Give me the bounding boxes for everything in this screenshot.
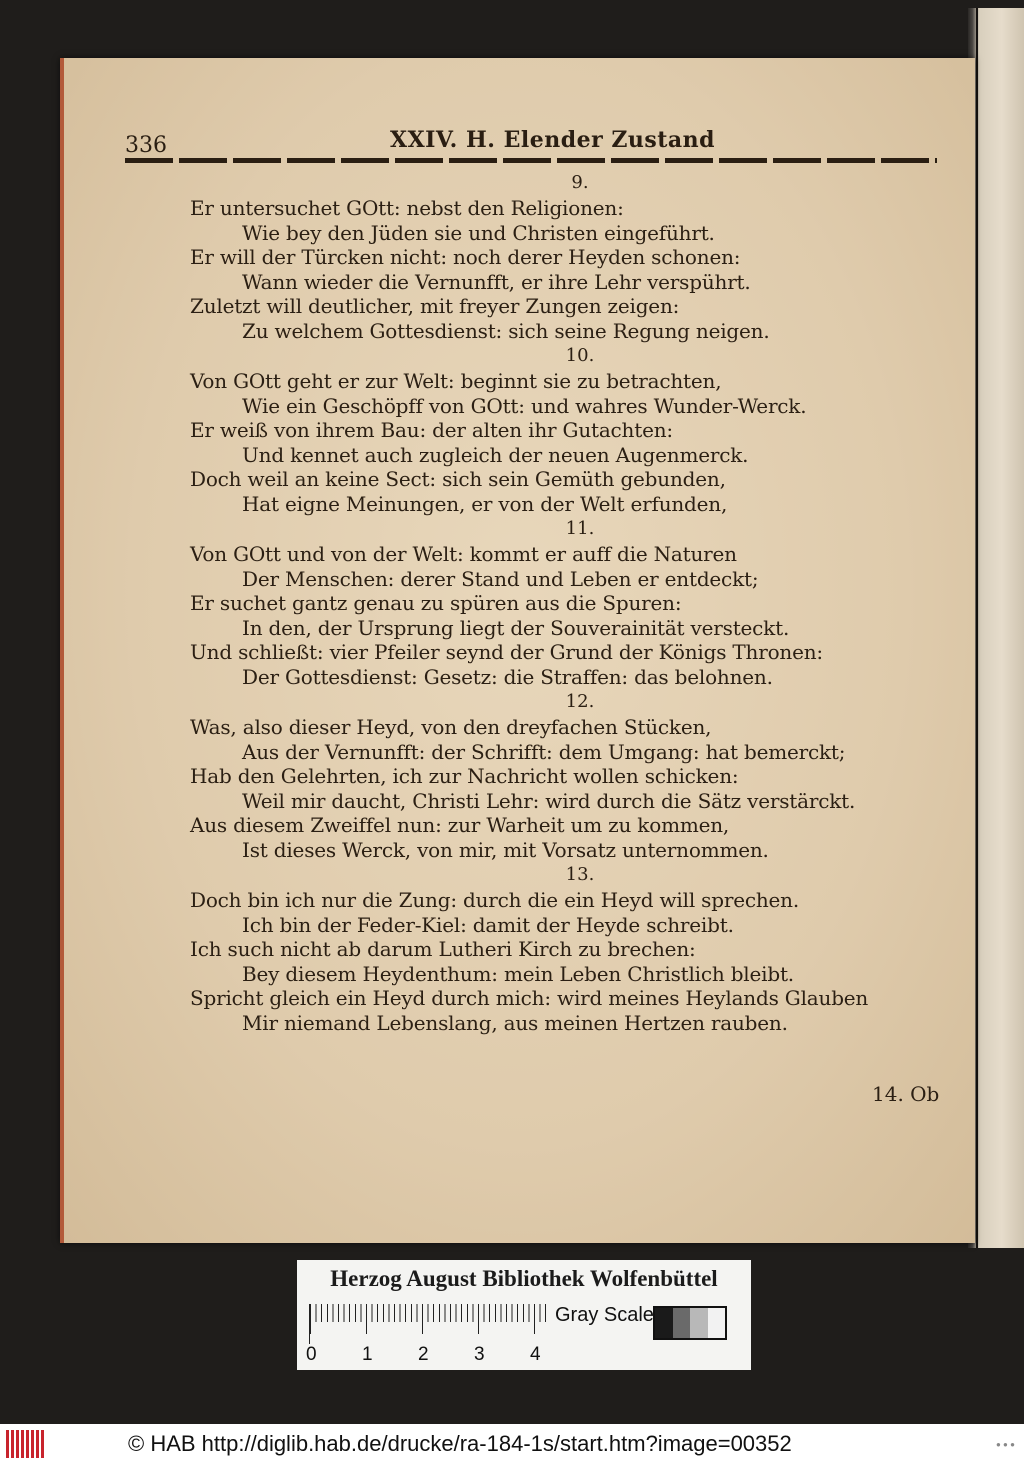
- verse-line: Er weiß von ihrem Bau: der alten ihr Gutachten:: [190, 418, 673, 442]
- hab-logo-icon[interactable]: [6, 1430, 46, 1458]
- verse-line: Was, also dieser Heyd, von den dreyfachen Stücken,: [190, 715, 712, 739]
- verse-line: Er untersuchet GOtt: nebst den Religionen:: [190, 196, 624, 220]
- ruler-label: 0: [306, 1344, 317, 1365]
- verse-line: Doch bin ich nur die Zung: durch die ein Heyd will sprechen.: [190, 888, 799, 912]
- verse-line: Zu welchem Gottesdienst: sich seine Regung neigen.: [242, 318, 770, 343]
- color-calibration-card: [297, 1260, 751, 1370]
- gray-swatch: [690, 1308, 708, 1338]
- ruler-label: 2: [418, 1344, 429, 1365]
- verse-line: Und kennet auch zugleich der neuen Augenmerck.: [242, 442, 749, 467]
- more-options-icon[interactable]: ● ● ●: [996, 1440, 1015, 1449]
- verse-line: Bey diesem Heydenthum: mein Leben Christlich bleibt.: [242, 961, 794, 986]
- stanza-number: 12.: [565, 691, 595, 712]
- verse-line: Wann wieder die Vernunfft, er ihre Lehr verspührt.: [242, 269, 751, 294]
- verse-line: Weil mir daucht, Christi Lehr: wird durch die Sätz verstärckt.: [242, 788, 856, 813]
- verse-line: Doch weil an keine Sect: sich sein Gemüth gebunden,: [190, 467, 726, 491]
- verse-line: Er will der Türcken nicht: noch derer Heyden schonen:: [190, 245, 741, 269]
- page-header: [125, 127, 937, 167]
- verse-line: Von GOtt und von der Welt: kommt er auff die Naturen: [190, 542, 737, 566]
- verse-line: Mir niemand Lebenslang, aus meinen Hertzen rauben.: [242, 1010, 788, 1035]
- page-number: 336: [125, 133, 167, 158]
- gray-swatch: [708, 1308, 726, 1338]
- viewer-footer: [0, 1424, 1024, 1464]
- verse-line: Hab den Gelehrten, ich zur Nachricht wollen schicken:: [190, 764, 739, 788]
- gray-swatch: [655, 1308, 673, 1338]
- verse-line: Der Menschen: derer Stand und Leben er entdeckt;: [242, 566, 759, 591]
- scale-ruler: [306, 1304, 549, 1365]
- source-link[interactable]: © HAB http://diglib.hab.de/drucke/ra-184-1s/start.htm?image=00352: [128, 1431, 792, 1456]
- catchword: 14. Ob: [872, 1082, 940, 1106]
- verse-line: Wie bey den Jüden sie und Christen eingeführt.: [242, 220, 715, 245]
- gray-swatch: [673, 1308, 691, 1338]
- verse-line: Aus der Vernunfft: der Schrifft: dem Umgang: hat bemerckt;: [242, 739, 846, 764]
- verse-line: Ist dieses Werck, von mir, mit Vorsatz unternommen.: [242, 837, 769, 862]
- verse-line: Ich such nicht ab darum Lutheri Kirch zu brechen:: [190, 937, 696, 961]
- verse-line: Zuletzt will deutlicher, mit freyer Zungen zeigen:: [190, 294, 680, 318]
- verse-line: Aus diesem Zweiffel nun: zur Warheit um zu kommen,: [190, 813, 730, 837]
- ruler-labels: [306, 1344, 566, 1368]
- page-gutter: [976, 8, 978, 1248]
- adjacent-page-edge: [968, 8, 1024, 1248]
- verse-line: Von GOtt geht er zur Welt: beginnt sie zu betrachten,: [190, 369, 722, 393]
- verse-line: Und schließt: vier Pfeiler seynd der Grund der Königs Thronen:: [190, 640, 823, 664]
- ruler-label: 1: [362, 1344, 373, 1365]
- verse-line: Spricht gleich ein Heyd durch mich: wird meines Heylands Glauben: [190, 986, 869, 1010]
- verse-line: Der Gottesdienst: Gesetz: die Straffen: das belohnen.: [242, 664, 773, 689]
- header-rule: [125, 158, 937, 163]
- stanza-number: 10.: [565, 345, 595, 366]
- ruler-label: 4: [530, 1344, 541, 1365]
- verse-line: Hat eigne Meinungen, er von der Welt erfunden,: [242, 491, 728, 516]
- verse-line: Ich bin der Feder-Kiel: damit der Heyde schreibt.: [242, 912, 734, 937]
- verse-line: Er suchet gantz genau zu spüren aus die Spuren:: [190, 591, 682, 615]
- ruler-label: 3: [474, 1344, 485, 1365]
- library-name: Herzog August Bibliothek Wolfenbüttel: [330, 1266, 718, 1291]
- running-head: XXIV. H. Elender Zustand: [390, 127, 716, 153]
- verse-text: [190, 170, 869, 1035]
- stanza-number: 11.: [565, 518, 595, 539]
- stanza-number: 9.: [571, 172, 589, 193]
- verse-line: In den, der Ursprung liegt der Souverainität versteckt.: [242, 615, 790, 640]
- grayscale-label: Gray Scale: [555, 1304, 654, 1326]
- stanza-number: 13.: [565, 864, 595, 885]
- grayscale-swatches: [653, 1306, 727, 1340]
- verse-line: Wie ein Geschöpff von GOtt: und wahres Wunder-Werck.: [242, 393, 807, 418]
- ruler-ticks: [310, 1304, 550, 1334]
